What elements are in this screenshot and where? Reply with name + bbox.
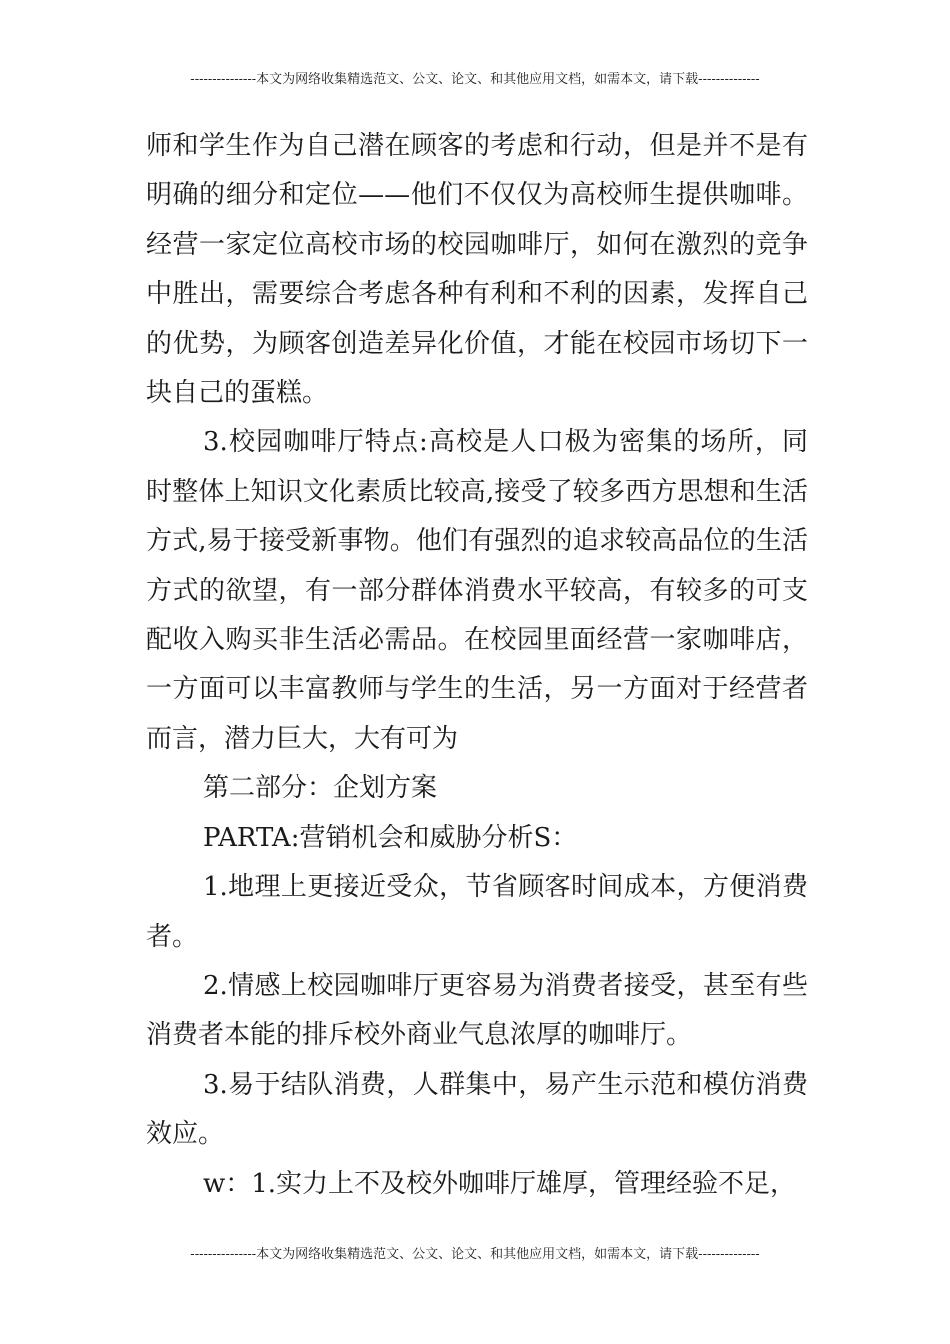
- paragraph-positioning: 师和学生作为自己潜在顾客的考虑和行动，但是并不是有明确的细分和定位——他们不仅仅为高校师生提供咖啡。经营一家定位高校市场的校园咖啡厅，如何在激烈的竞争中胜出，需要综合考虑各种有利和不利的因素，发挥自己的优势，为顾客创造差异化价值，才能在校园市场切下一块自己的蛋糕。: [146, 131, 808, 409]
- strength-item-3: 3.易于结队消费，人群集中，易产生示范和模仿消费效应。: [146, 1069, 808, 1150]
- document-body: [146, 122, 808, 1209]
- subsection-heading-part-a: PARTA:营销机会和威胁分析S：: [203, 822, 578, 853]
- paragraph-cafe-features: 3.校园咖啡厅特点:高校是人口极为密集的场所，同时整体上知识文化素质比较高,接受了较多西方思想和生活方式,易于接受新事物。他们有强烈的追求较高品位的生活方式的欲望，有一部分群体消费水平较高，有较多的可支配收入购买非生活必需品。在校园里面经营一家咖啡店，一方面可以丰富教师与学生的生活，另一方面对于经营者而言，潜力巨大，大有可为: [146, 427, 808, 754]
- strength-item-1: 1.地理上更接近受众，节省顾客时间成本，方便消费者。: [146, 872, 808, 952]
- section-heading-part-two: 第二部分：企划方案: [203, 773, 438, 804]
- page-footer: ---------------本文为网络收集精选范文、公文、论文、和其他应用文档，如需本文，请下载--------------: [190, 1247, 760, 1262]
- strength-item-2: 2.情感上校园咖啡厅更容易为消费者接受，甚至有些消费者本能的排斥校外商业气息浓厚的咖啡厅。: [146, 970, 808, 1051]
- weakness-item-1: w：1.实力上不及校外咖啡厅雄厚，管理经验不足，: [203, 1168, 797, 1199]
- page-header: ---------------本文为网络收集精选范文、公文、论文、和其他应用文档，如需本文，请下载--------------: [190, 72, 760, 87]
